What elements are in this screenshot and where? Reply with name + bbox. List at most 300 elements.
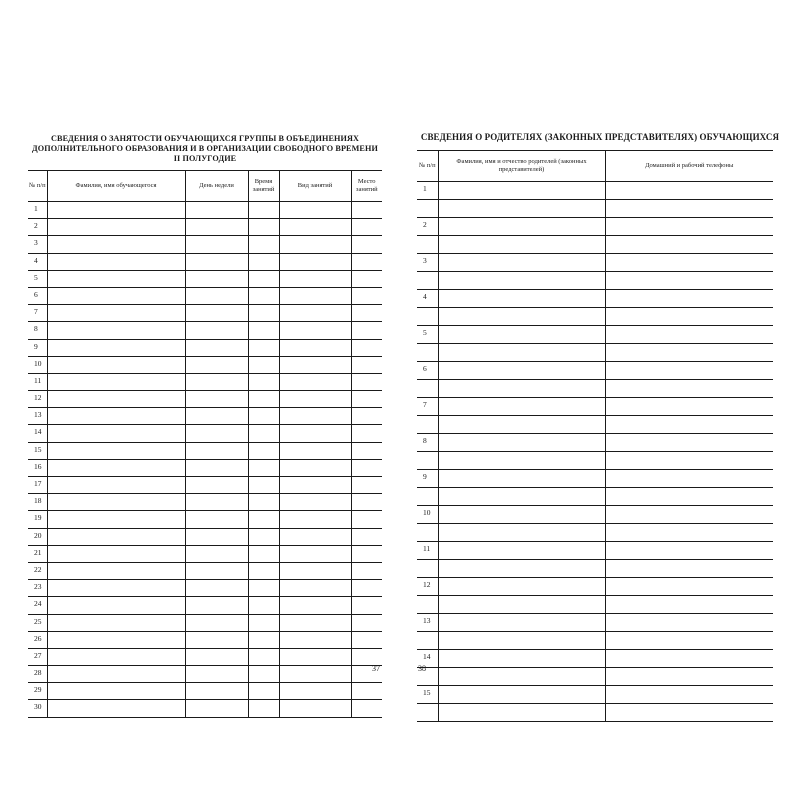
entry-cell[interactable]	[279, 236, 351, 253]
entry-cell[interactable]	[351, 408, 382, 425]
entry-cell[interactable]	[248, 339, 279, 356]
entry-cell[interactable]	[185, 287, 248, 304]
entry-cell[interactable]	[438, 236, 605, 254]
row-number: 30	[28, 700, 47, 717]
table-row	[28, 442, 382, 459]
column-header: № п/п	[417, 151, 438, 182]
row-number: 9	[28, 339, 47, 356]
entry-cell[interactable]	[185, 528, 248, 545]
table-row	[28, 597, 382, 614]
parents-table-header	[417, 151, 773, 182]
activity-table	[28, 170, 382, 718]
row-number: 12	[28, 391, 47, 408]
entry-cell[interactable]	[351, 545, 382, 562]
entry-cell[interactable]	[185, 356, 248, 373]
entry-cell[interactable]	[47, 202, 185, 219]
entry-cell[interactable]	[248, 597, 279, 614]
entry-cell[interactable]	[605, 434, 773, 452]
table-row	[28, 236, 382, 253]
entry-cell[interactable]	[605, 542, 773, 560]
entry-cell[interactable]	[47, 562, 185, 579]
entry-cell[interactable]	[248, 442, 279, 459]
entry-cell[interactable]	[248, 528, 279, 545]
entry-cell[interactable]	[279, 356, 351, 373]
entry-cell[interactable]	[185, 545, 248, 562]
entry-cell[interactable]	[351, 511, 382, 528]
entry-cell[interactable]	[279, 425, 351, 442]
entry-cell[interactable]	[279, 477, 351, 494]
entry-cell[interactable]	[248, 648, 279, 665]
entry-cell[interactable]	[248, 356, 279, 373]
entry-cell[interactable]	[438, 200, 605, 218]
entry-cell[interactable]	[185, 700, 248, 717]
row-number: 14	[417, 650, 438, 668]
entry-cell[interactable]	[47, 700, 185, 717]
row-number: 4	[417, 290, 438, 308]
entry-cell[interactable]	[279, 631, 351, 648]
row-number: 1	[28, 202, 47, 219]
entry-cell[interactable]	[47, 459, 185, 476]
row-number	[417, 488, 438, 506]
entry-cell[interactable]	[279, 580, 351, 597]
entry-cell[interactable]	[605, 290, 773, 308]
parents-table	[417, 150, 773, 722]
entry-cell[interactable]	[605, 668, 773, 686]
entry-cell[interactable]	[185, 236, 248, 253]
table-row	[417, 506, 773, 524]
entry-cell[interactable]	[279, 648, 351, 665]
entry-cell[interactable]	[185, 477, 248, 494]
entry-cell[interactable]	[605, 362, 773, 380]
entry-cell[interactable]	[279, 700, 351, 717]
row-number: 29	[28, 683, 47, 700]
entry-cell[interactable]	[248, 253, 279, 270]
entry-cell[interactable]	[47, 683, 185, 700]
entry-cell[interactable]	[248, 614, 279, 631]
table-row	[417, 290, 773, 308]
entry-cell[interactable]	[351, 631, 382, 648]
entry-cell[interactable]	[351, 253, 382, 270]
entry-cell[interactable]	[438, 308, 605, 326]
entry-cell[interactable]	[351, 477, 382, 494]
entry-cell[interactable]	[605, 254, 773, 272]
entry-cell[interactable]	[351, 391, 382, 408]
entry-cell[interactable]	[351, 202, 382, 219]
entry-cell[interactable]	[605, 470, 773, 488]
table-row	[417, 380, 773, 398]
entry-cell[interactable]	[47, 253, 185, 270]
entry-cell[interactable]	[438, 704, 605, 722]
entry-cell[interactable]	[279, 545, 351, 562]
row-number: 24	[28, 597, 47, 614]
entry-cell[interactable]	[248, 287, 279, 304]
entry-cell[interactable]	[185, 683, 248, 700]
entry-cell[interactable]	[438, 218, 605, 236]
row-number: 8	[28, 322, 47, 339]
entry-cell[interactable]	[185, 494, 248, 511]
entry-cell[interactable]	[248, 391, 279, 408]
table-row	[28, 562, 382, 579]
entry-cell[interactable]	[605, 560, 773, 578]
entry-cell[interactable]	[438, 686, 605, 704]
entry-cell[interactable]	[47, 494, 185, 511]
row-number: 10	[417, 506, 438, 524]
entry-cell[interactable]	[185, 373, 248, 390]
entry-cell[interactable]	[279, 391, 351, 408]
table-row	[28, 580, 382, 597]
entry-cell[interactable]	[248, 562, 279, 579]
entry-cell[interactable]	[351, 614, 382, 631]
entry-cell[interactable]	[279, 373, 351, 390]
entry-cell[interactable]	[248, 202, 279, 219]
row-number: 6	[28, 287, 47, 304]
entry-cell[interactable]	[605, 488, 773, 506]
entry-cell[interactable]	[47, 305, 185, 322]
entry-cell[interactable]	[438, 632, 605, 650]
entry-cell[interactable]	[605, 236, 773, 254]
entry-cell[interactable]	[438, 596, 605, 614]
table-row	[28, 494, 382, 511]
table-row	[28, 631, 382, 648]
entry-cell[interactable]	[47, 408, 185, 425]
entry-cell[interactable]	[351, 442, 382, 459]
entry-cell[interactable]	[279, 442, 351, 459]
table-row	[28, 287, 382, 304]
entry-cell[interactable]	[438, 650, 605, 668]
entry-cell[interactable]	[248, 322, 279, 339]
entry-cell[interactable]	[248, 459, 279, 476]
entry-cell[interactable]	[438, 254, 605, 272]
entry-cell[interactable]	[248, 580, 279, 597]
row-number	[417, 272, 438, 290]
entry-cell[interactable]	[185, 648, 248, 665]
entry-cell[interactable]	[185, 219, 248, 236]
entry-cell[interactable]	[351, 562, 382, 579]
entry-cell[interactable]	[47, 322, 185, 339]
table-row	[417, 632, 773, 650]
entry-cell[interactable]	[185, 270, 248, 287]
row-number: 11	[28, 373, 47, 390]
table-row	[417, 254, 773, 272]
entry-cell[interactable]	[438, 380, 605, 398]
table-row	[28, 666, 382, 683]
table-row	[417, 668, 773, 686]
row-number: 12	[417, 578, 438, 596]
entry-cell[interactable]	[605, 308, 773, 326]
entry-cell[interactable]	[351, 322, 382, 339]
entry-cell[interactable]	[248, 511, 279, 528]
entry-cell[interactable]	[47, 528, 185, 545]
entry-cell[interactable]	[185, 339, 248, 356]
entry-cell[interactable]	[351, 287, 382, 304]
entry-cell[interactable]	[47, 442, 185, 459]
row-number: 2	[417, 218, 438, 236]
entry-cell[interactable]	[248, 373, 279, 390]
entry-cell[interactable]	[279, 459, 351, 476]
entry-cell[interactable]	[351, 580, 382, 597]
row-number: 28	[28, 666, 47, 683]
entry-cell[interactable]	[47, 511, 185, 528]
row-number	[417, 596, 438, 614]
row-number: 11	[417, 542, 438, 560]
entry-cell[interactable]	[351, 339, 382, 356]
row-number: 17	[28, 477, 47, 494]
entry-cell[interactable]	[438, 182, 605, 200]
entry-cell[interactable]	[279, 322, 351, 339]
entry-cell[interactable]	[605, 452, 773, 470]
row-number	[417, 308, 438, 326]
row-number	[417, 524, 438, 542]
entry-cell[interactable]	[185, 425, 248, 442]
entry-cell[interactable]	[438, 326, 605, 344]
table-row	[417, 650, 773, 668]
entry-cell[interactable]	[279, 597, 351, 614]
entry-cell[interactable]	[605, 524, 773, 542]
entry-cell[interactable]	[351, 356, 382, 373]
entry-cell[interactable]	[185, 305, 248, 322]
row-number: 10	[28, 356, 47, 373]
entry-cell[interactable]	[279, 528, 351, 545]
row-number	[417, 632, 438, 650]
entry-cell[interactable]	[47, 666, 185, 683]
entry-cell[interactable]	[248, 666, 279, 683]
entry-cell[interactable]	[279, 511, 351, 528]
entry-cell[interactable]	[47, 580, 185, 597]
table-row	[28, 614, 382, 631]
table-row	[28, 408, 382, 425]
entry-cell[interactable]	[605, 506, 773, 524]
entry-cell[interactable]	[438, 416, 605, 434]
table-row	[417, 416, 773, 434]
entry-cell[interactable]	[605, 200, 773, 218]
table-row	[28, 511, 382, 528]
entry-cell[interactable]	[185, 562, 248, 579]
entry-cell[interactable]	[351, 425, 382, 442]
entry-cell[interactable]	[248, 425, 279, 442]
entry-cell[interactable]	[185, 614, 248, 631]
entry-cell[interactable]	[185, 597, 248, 614]
table-row	[28, 528, 382, 545]
entry-cell[interactable]	[351, 373, 382, 390]
entry-cell[interactable]	[351, 528, 382, 545]
entry-cell[interactable]	[185, 253, 248, 270]
table-row	[28, 202, 382, 219]
entry-cell[interactable]	[438, 614, 605, 632]
entry-cell[interactable]	[438, 506, 605, 524]
entry-cell[interactable]	[248, 219, 279, 236]
table-row	[417, 308, 773, 326]
entry-cell[interactable]	[47, 219, 185, 236]
entry-cell[interactable]	[248, 236, 279, 253]
entry-cell[interactable]	[605, 578, 773, 596]
entry-cell[interactable]	[438, 524, 605, 542]
entry-cell[interactable]	[605, 182, 773, 200]
entry-cell[interactable]	[47, 356, 185, 373]
entry-cell[interactable]	[351, 494, 382, 511]
table-row	[417, 578, 773, 596]
entry-cell[interactable]	[47, 425, 185, 442]
table-row	[28, 459, 382, 476]
entry-cell[interactable]	[185, 322, 248, 339]
entry-cell[interactable]	[248, 494, 279, 511]
entry-cell[interactable]	[438, 560, 605, 578]
entry-cell[interactable]	[47, 545, 185, 562]
table-row	[417, 236, 773, 254]
entry-cell[interactable]	[47, 287, 185, 304]
table-row	[28, 425, 382, 442]
entry-cell[interactable]	[605, 326, 773, 344]
activity-table-body	[28, 202, 382, 718]
entry-cell[interactable]	[438, 290, 605, 308]
entry-cell[interactable]	[279, 666, 351, 683]
table-row	[417, 614, 773, 632]
entry-cell[interactable]	[605, 416, 773, 434]
table-row	[417, 470, 773, 488]
entry-cell[interactable]	[47, 648, 185, 665]
entry-cell[interactable]	[438, 542, 605, 560]
page-number-right: 38	[418, 664, 426, 673]
entry-cell[interactable]	[185, 666, 248, 683]
entry-cell[interactable]	[279, 494, 351, 511]
entry-cell[interactable]	[438, 344, 605, 362]
entry-cell[interactable]	[351, 236, 382, 253]
entry-cell[interactable]	[279, 339, 351, 356]
table-row	[417, 434, 773, 452]
entry-cell[interactable]	[605, 614, 773, 632]
entry-cell[interactable]	[248, 408, 279, 425]
entry-cell[interactable]	[185, 408, 248, 425]
entry-cell[interactable]	[605, 380, 773, 398]
column-header: № п/п	[28, 171, 47, 202]
table-row	[417, 200, 773, 218]
entry-cell[interactable]	[438, 272, 605, 290]
entry-cell[interactable]	[279, 219, 351, 236]
row-number: 7	[28, 305, 47, 322]
row-number: 3	[28, 236, 47, 253]
entry-cell[interactable]	[438, 434, 605, 452]
column-header: Фамилия, имя обучающегося	[47, 171, 185, 202]
row-number	[417, 236, 438, 254]
entry-cell[interactable]	[47, 270, 185, 287]
row-number: 16	[28, 459, 47, 476]
table-row	[417, 542, 773, 560]
entry-cell[interactable]	[351, 459, 382, 476]
entry-cell[interactable]	[185, 202, 248, 219]
entry-cell[interactable]	[605, 650, 773, 668]
entry-cell[interactable]	[279, 287, 351, 304]
entry-cell[interactable]	[248, 477, 279, 494]
entry-cell[interactable]	[351, 648, 382, 665]
entry-cell[interactable]	[47, 391, 185, 408]
entry-cell[interactable]	[605, 218, 773, 236]
table-row	[28, 683, 382, 700]
table-row	[417, 488, 773, 506]
entry-cell[interactable]	[438, 452, 605, 470]
entry-cell[interactable]	[351, 700, 382, 717]
entry-cell[interactable]	[248, 700, 279, 717]
table-row	[417, 686, 773, 704]
entry-cell[interactable]	[279, 253, 351, 270]
entry-cell[interactable]	[279, 202, 351, 219]
entry-cell[interactable]	[279, 270, 351, 287]
entry-cell[interactable]	[185, 442, 248, 459]
row-number: 8	[417, 434, 438, 452]
row-number	[417, 416, 438, 434]
entry-cell[interactable]	[47, 614, 185, 631]
table-row	[417, 344, 773, 362]
entry-cell[interactable]	[279, 683, 351, 700]
row-number: 15	[417, 686, 438, 704]
entry-cell[interactable]	[351, 219, 382, 236]
table-row	[417, 524, 773, 542]
entry-cell[interactable]	[605, 272, 773, 290]
entry-cell[interactable]	[185, 580, 248, 597]
entry-cell[interactable]	[279, 305, 351, 322]
entry-cell[interactable]	[279, 562, 351, 579]
entry-cell[interactable]	[351, 270, 382, 287]
entry-cell[interactable]	[185, 391, 248, 408]
entry-cell[interactable]	[351, 305, 382, 322]
row-number: 14	[28, 425, 47, 442]
entry-cell[interactable]	[47, 236, 185, 253]
table-row	[417, 218, 773, 236]
row-number: 13	[28, 408, 47, 425]
entry-cell[interactable]	[185, 459, 248, 476]
entry-cell[interactable]	[351, 683, 382, 700]
row-number	[417, 560, 438, 578]
entry-cell[interactable]	[248, 545, 279, 562]
entry-cell[interactable]	[605, 686, 773, 704]
entry-cell[interactable]	[605, 344, 773, 362]
entry-cell[interactable]	[248, 305, 279, 322]
entry-cell[interactable]	[438, 488, 605, 506]
entry-cell[interactable]	[438, 578, 605, 596]
column-header: Место занятий	[351, 171, 382, 202]
entry-cell[interactable]	[605, 398, 773, 416]
entry-cell[interactable]	[438, 398, 605, 416]
column-header: Время занятий	[248, 171, 279, 202]
table-row	[417, 182, 773, 200]
entry-cell[interactable]	[248, 270, 279, 287]
entry-cell[interactable]	[351, 597, 382, 614]
entry-cell[interactable]	[47, 631, 185, 648]
entry-cell[interactable]	[248, 631, 279, 648]
entry-cell[interactable]	[438, 362, 605, 380]
entry-cell[interactable]	[605, 596, 773, 614]
entry-cell[interactable]	[47, 597, 185, 614]
row-number	[417, 452, 438, 470]
entry-cell[interactable]	[47, 373, 185, 390]
entry-cell[interactable]	[438, 470, 605, 488]
entry-cell[interactable]	[185, 631, 248, 648]
entry-cell[interactable]	[279, 408, 351, 425]
entry-cell[interactable]	[438, 668, 605, 686]
entry-cell[interactable]	[279, 614, 351, 631]
entry-cell[interactable]	[248, 683, 279, 700]
row-number: 5	[28, 270, 47, 287]
entry-cell[interactable]	[605, 632, 773, 650]
entry-cell[interactable]	[185, 511, 248, 528]
entry-cell[interactable]	[605, 704, 773, 722]
table-row	[417, 596, 773, 614]
row-number: 2	[28, 219, 47, 236]
row-number: 25	[28, 614, 47, 631]
entry-cell[interactable]	[47, 477, 185, 494]
table-row	[417, 398, 773, 416]
row-number: 19	[28, 511, 47, 528]
entry-cell[interactable]	[47, 339, 185, 356]
row-number	[417, 380, 438, 398]
